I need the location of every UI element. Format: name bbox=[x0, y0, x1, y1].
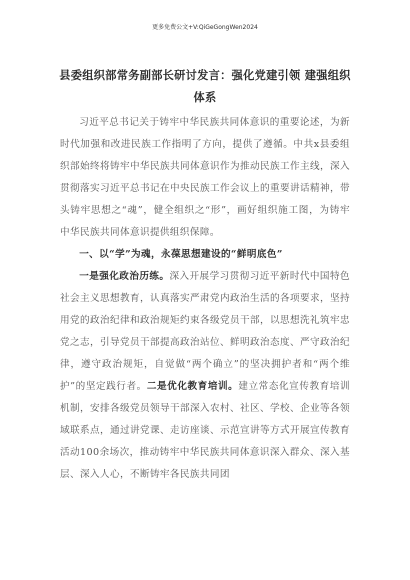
point-2-lead: 二是优化教育培训。 bbox=[146, 381, 239, 392]
section-heading-1: 一、以“学”为魂，永葆思想建设的“鲜明底色” bbox=[79, 249, 283, 260]
point-1-lead: 一是强化政治历练。 bbox=[79, 271, 170, 282]
document-body bbox=[60, 112, 350, 486]
point-2-text: 建立常态化宣传教育培训机制，安排各级党员领导干部深入农村、社区、学校、企业等各领域联系点，通过讲党课、走访座谈、示范宣讲等方式开展宣传教育活动100余场次，推动铸牢中华民族共同体意识深入群众、深入基层、深入人心，不断铸牢各民族共同团 bbox=[60, 381, 350, 480]
intro-paragraph: 习近平总书记关于铸牢中华民族共同体意识的重要论述，为新时代加强和改进民族工作指明了方向，提供了遵循。中共x县委组织部始终将铸牢中华民族共同体意识作为推动民族工作主线，深入贯彻落实习近平总书记在中央民族工作会议上的重要讲话精神，带头铸牢思想之“魂”，健全组织之“形”，画好组织施工图，为铸牢中华民族共同体意识提供组织保障。 bbox=[60, 117, 350, 238]
point-1-text: 深入开展学习贯彻习近平新时代中国特色社会主义思想教育，认真落实严肃党内政治生活的各项要求，坚持用党的政治纪律和政治规矩约束各级党员干部，以思想洗礼筑牢忠党之志，引导党员干部提高政治站位、鲜明政治态度、严守政治纪律，遵守政治规矩，自觉做“两个确立”的坚决拥护者和“两个维护”的坚定践行者。 bbox=[60, 271, 350, 392]
document-title: 县委组织部常务副部长研讨发言：强化党建引领 建强组织体系 bbox=[59, 68, 351, 104]
header-note: 更多免费公文+V:QiGeGongWen2024 bbox=[152, 24, 258, 31]
section-1-paragraph bbox=[60, 266, 350, 486]
